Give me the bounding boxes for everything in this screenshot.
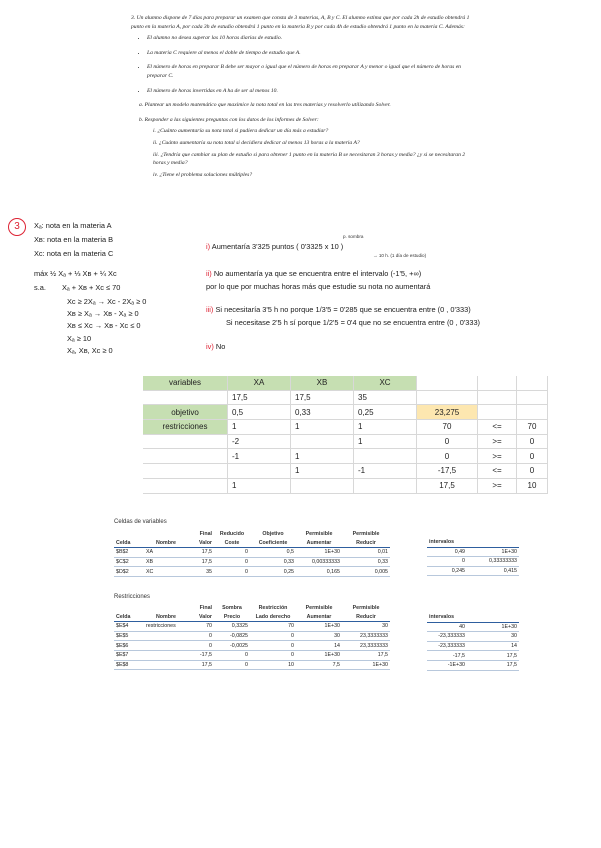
cell: -23,333333 (427, 641, 467, 651)
header-cell: intervalos (427, 613, 519, 622)
constraint: Xʙ ≥ Xₐ → Xʙ - Xₐ ≥ 0 (67, 309, 139, 318)
answer-ii-label: ii) (206, 269, 212, 278)
cell: 1 (291, 449, 354, 464)
bullet: • El número de horas invertidas en A ha de ser al menos 10. (147, 87, 477, 96)
cell: <= (478, 464, 517, 479)
cell: $B$2 (114, 548, 144, 558)
cell: 1 (291, 420, 354, 435)
table-row (427, 660, 519, 670)
cell: 0 (214, 548, 250, 558)
cell: 1E+30 (296, 650, 342, 660)
cell: restricciones (144, 622, 188, 632)
table-row (114, 631, 390, 641)
cell: 0 (214, 567, 250, 577)
cell: -17,5 (417, 464, 478, 479)
cell (478, 376, 517, 390)
cell (354, 478, 417, 493)
header-cell: Final (199, 531, 212, 538)
answer-ii (206, 270, 421, 277)
bullet: • La materia C requiere al menos el doble de tiempo de estudio que A. (147, 49, 477, 58)
cell: 1E+30 (467, 547, 519, 557)
cell: 0 (250, 641, 296, 651)
cell: 30 (467, 632, 519, 642)
answer-iii-label: iii) (206, 305, 214, 314)
cell: 0,5 (250, 548, 296, 558)
answer-iv-label: iv) (206, 342, 214, 351)
variables-section-title: Celdas de variables (114, 519, 167, 525)
cell: 10 (517, 478, 548, 493)
cell: 17,5 (188, 557, 214, 567)
bullet: • El alumno no desea superar las 10 horas diarias de estudio. (147, 34, 477, 43)
cell: 1 (228, 420, 291, 435)
cell: 1 (354, 420, 417, 435)
cell: <= (478, 420, 517, 435)
table-row (114, 557, 390, 567)
cell: 0,33 (291, 405, 354, 420)
cell: 1E+30 (467, 622, 519, 632)
cell (143, 390, 228, 405)
cell: 1E+30 (296, 548, 342, 558)
cell: 1 (354, 434, 417, 449)
header-cell (144, 604, 188, 613)
header-cell (114, 604, 144, 613)
cell: 0 (427, 557, 467, 567)
report-header-row (114, 530, 390, 539)
problem-bullets (131, 34, 477, 95)
header-cell (114, 530, 144, 539)
header-cell: Sombra (222, 605, 242, 612)
cell: -17,5 (427, 651, 467, 661)
cell: 30 (342, 622, 390, 632)
cell: 0,005 (342, 567, 390, 577)
table-row (114, 660, 390, 670)
cell: 10 (250, 660, 296, 670)
answer-i-label: i) (206, 242, 211, 251)
cell (417, 390, 478, 405)
sheet-row (143, 405, 548, 420)
cell: 0 (517, 434, 548, 449)
header-cell: Precio (214, 613, 250, 622)
cell (354, 449, 417, 464)
report-header-row (427, 538, 519, 547)
cell: XB (144, 557, 188, 567)
cell: >= (478, 449, 517, 464)
table-row (114, 548, 390, 558)
sheet-row (143, 434, 548, 449)
constraint: Xₐ, Xʙ, Xc ≥ 0 (67, 346, 113, 355)
cell: 70 (517, 420, 548, 435)
header-cell: Restricción (258, 605, 288, 612)
header-cell: Valor (188, 613, 214, 622)
part-b: b. Responder a las siguientes preguntas con los datos de los informes de Solver: (139, 116, 319, 123)
cell: -1E+30 (427, 660, 467, 670)
definition-xb: Xʙ: nota en la materia B (34, 235, 114, 244)
cell: 0 (517, 449, 548, 464)
cell: 0 (250, 631, 296, 641)
header-cell: Nombre (144, 539, 188, 548)
question: iv. ¿Tiene el problema soluciones múltiples? (153, 171, 253, 178)
header-cell: Coeficiente (250, 539, 296, 548)
cell: 0 (214, 557, 250, 567)
cell: -0,0825 (214, 631, 250, 641)
table-row (427, 547, 519, 557)
header-cell: Nombre (144, 613, 188, 622)
cell: -1 (354, 464, 417, 479)
constraints-intervals-table (427, 613, 519, 671)
header-cell: Aumentar (296, 613, 342, 622)
cell: 0,33333333 (467, 557, 519, 567)
report-header-row (427, 613, 519, 622)
cell: 17,5 (291, 390, 354, 405)
definition-xa: Xₐ: nota en la materia A (34, 221, 112, 230)
cell: XA (228, 376, 291, 390)
cell: 23,3333333 (342, 631, 390, 641)
header-cell: Final (199, 605, 212, 612)
table-row (427, 557, 519, 567)
header-cell: Celda (114, 613, 144, 622)
objective-value-cell: 23,275 (417, 405, 478, 420)
header-cell: Valor (188, 539, 214, 548)
report-header-row (114, 604, 390, 613)
cell: 14 (467, 641, 519, 651)
cell (143, 478, 228, 493)
cell: $E$5 (114, 631, 144, 641)
cell (144, 660, 188, 670)
header-cell: Permisible (305, 605, 333, 612)
answer-iii-text-2: Si necesitase 2'5 h sí porque 1/2'5 = 0'4 que no se encuentra entre (0 , 0'333) (226, 318, 481, 327)
constraints-section-title: Restricciones (114, 594, 151, 600)
table-row (427, 566, 519, 576)
cell: $E$8 (114, 660, 144, 670)
cell: restricciones (143, 420, 228, 435)
cell (417, 376, 478, 390)
cell: 0 (188, 641, 214, 651)
cell: 17,5 (467, 660, 519, 670)
cell: -1 (228, 449, 291, 464)
cell: $E$6 (114, 641, 144, 651)
cell: 30 (296, 631, 342, 641)
answer-iv-text: No (215, 342, 226, 351)
header-cell: Objetivo (262, 531, 284, 538)
cell: 0,33 (250, 557, 296, 567)
cell: -23,333333 (427, 632, 467, 642)
cell: 1 (228, 478, 291, 493)
cell: 0 (517, 464, 548, 479)
cell: 0,415 (467, 566, 519, 576)
cell: 0,165 (296, 567, 342, 577)
header-cell: intervalos (427, 538, 519, 547)
cell: 17,5 (342, 650, 390, 660)
cell: 0,00333333 (296, 557, 342, 567)
cell: >= (478, 478, 517, 493)
problem-statement (131, 14, 477, 179)
question: i. ¿Cuánto aumentaría su nota total si pudiera dedicar un día más a estudiar? (153, 128, 329, 135)
variables-report-table (114, 530, 390, 577)
cell (291, 434, 354, 449)
cell: -17,5 (188, 650, 214, 660)
answer-iv (206, 343, 225, 350)
cell: 0 (250, 650, 296, 660)
cell: 17,5 (467, 651, 519, 661)
header-cell: Lado derecho (250, 613, 296, 622)
cell: >= (478, 434, 517, 449)
cell: 0,33 (342, 557, 390, 567)
cell (144, 631, 188, 641)
header-cell: Coste (214, 539, 250, 548)
cell: 70 (188, 622, 214, 632)
cell: $E$7 (114, 650, 144, 660)
answer-ii-text-1: No aumentaría ya que se encuentra entre el intervalo (-1'5, +∞) (213, 269, 422, 278)
table-row (427, 641, 519, 651)
sheet-row (143, 478, 548, 493)
cell: 70 (250, 622, 296, 632)
cell: 35 (188, 567, 214, 577)
cell (478, 390, 517, 405)
answer-i-note-bottom: → 10 h. (1 día de estudio) (373, 253, 427, 258)
cell: 0,3325 (214, 622, 250, 632)
solver-model-sheet (143, 376, 548, 494)
sheet-row (143, 376, 548, 390)
cell: 17,5 (228, 390, 291, 405)
bullet: • El número de horas en preparar B debe ser mayor o igual que el número de horas en preparar A y menor o igual que el número de horas en preparar C. (147, 63, 477, 80)
cell: 0,01 (342, 548, 390, 558)
header-cell: Permisible (352, 531, 380, 538)
cell: -2 (228, 434, 291, 449)
sheet-row (143, 449, 548, 464)
sheet-row (143, 390, 548, 405)
header-cell: Permisible (305, 531, 333, 538)
table-row (427, 651, 519, 661)
cell: 0,245 (427, 566, 467, 576)
constraint: Xc ≥ 2Xₐ → Xc - 2Xₐ ≥ 0 (67, 297, 147, 306)
answer-i-text: Aumentaría 3'325 puntos ( 0'3325 x 10 ) (211, 242, 344, 251)
sheet-row (143, 420, 548, 435)
cell: 0,25 (354, 405, 417, 420)
cell: 1 (291, 464, 354, 479)
cell: 17,5 (188, 660, 214, 670)
cell: 35 (354, 390, 417, 405)
constraint: Xₐ + Xʙ + Xc ≤ 70 (62, 283, 121, 292)
cell: 1E+30 (296, 622, 342, 632)
cell (517, 376, 548, 390)
definition-xc: Xc: nota en la materia C (34, 249, 114, 258)
cell (517, 405, 548, 420)
table-row (114, 641, 390, 651)
cell: 17,5 (417, 478, 478, 493)
header-cell: Reducir (342, 539, 390, 548)
table-row (427, 622, 519, 632)
cell (143, 449, 228, 464)
header-cell: Permisible (352, 605, 380, 612)
cell (291, 478, 354, 493)
cell: 0 (188, 631, 214, 641)
answer-iii (206, 306, 471, 313)
cell: 0 (214, 650, 250, 660)
problem-header: 3. Un alumno dispone de 7 días para preparar un examen que consta de 3 materias, A, B y C. El alumno estima que por cada 2h de estudio obtendrá 1 punto en la materia A, por cada 3h de estudio obtendrá 1 punto en la materia B y por cada 4h de estudio obtendrá 1 punto en la materia C. Además: (131, 15, 470, 30)
cell: XA (144, 548, 188, 558)
part-a: a. Plantear un modelo matemático que maximice la nota total en las tres materias y resolverlo utilizando Solver. (139, 102, 391, 109)
cell (517, 390, 548, 405)
header-cell: Reducir (342, 613, 390, 622)
answer-i (206, 243, 343, 250)
answer-ii-text-2: por lo que por muchas horas más que estudie su nota no aumentará (206, 282, 431, 291)
table-row (114, 567, 390, 577)
table-row (114, 650, 390, 660)
cell: XB (291, 376, 354, 390)
cell: 0 (417, 449, 478, 464)
subject-to-label: s.a. (34, 283, 46, 292)
table-row (114, 622, 390, 632)
report-header-row (114, 539, 390, 548)
report-header-row (114, 613, 390, 622)
table-row (427, 632, 519, 642)
question: ii. ¿Cuánto aumentaría su nota total si decidiera dedicar al menos 13 horas a la materia A? (153, 139, 360, 146)
cell: 0,49 (427, 547, 467, 557)
cell (144, 650, 188, 660)
answer-iii-text-1: Si necesitaría 3'5 h no porque 1/3'5 = 0'285 que se encuentra entre (0 , 0'333) (215, 305, 471, 314)
cell: objetivo (143, 405, 228, 420)
constraint: Xₐ ≥ 10 (67, 334, 92, 343)
cell: 1E+30 (342, 660, 390, 670)
answer-i-note-top: p. sombra (343, 234, 364, 239)
cell (478, 405, 517, 420)
cell (228, 464, 291, 479)
header-cell: Aumentar (296, 539, 342, 548)
question: iii. ¿Tendría que cambiar su plan de estudio si para obtener 1 punto en la materia B se necesitaran 3 horas y media? ¿y si se necesitaran 2 horas y media? (153, 151, 466, 167)
cell: 7,5 (296, 660, 342, 670)
cell (144, 641, 188, 651)
cell: 17,5 (188, 548, 214, 558)
header-cell: Reducido (219, 531, 245, 538)
cell: 0,5 (228, 405, 291, 420)
cell: 0,25 (250, 567, 296, 577)
cell: 70 (417, 420, 478, 435)
cell: $E$4 (114, 622, 144, 632)
cell: variables (143, 376, 228, 390)
cell: 14 (296, 641, 342, 651)
cell: 23,3333333 (342, 641, 390, 651)
cell: -0,0025 (214, 641, 250, 651)
cell: 0 (214, 660, 250, 670)
cell: XC (354, 376, 417, 390)
objective-function: máx ½ Xₐ + ⅓ Xʙ + ¼ Xc (34, 269, 117, 278)
cell: 0 (417, 434, 478, 449)
variables-intervals-table (427, 538, 519, 576)
constraints-report-table (114, 604, 390, 670)
sheet-row (143, 464, 548, 479)
exercise-number: 3 (8, 218, 26, 236)
cell: XC (144, 567, 188, 577)
cell: $C$2 (114, 557, 144, 567)
header-cell: Celda (114, 539, 144, 548)
cell: 40 (427, 622, 467, 632)
cell: $D$2 (114, 567, 144, 577)
header-cell (144, 530, 188, 539)
cell (143, 464, 228, 479)
constraint: Xʙ ≤ Xc → Xʙ - Xc ≤ 0 (67, 321, 141, 330)
cell (143, 434, 228, 449)
